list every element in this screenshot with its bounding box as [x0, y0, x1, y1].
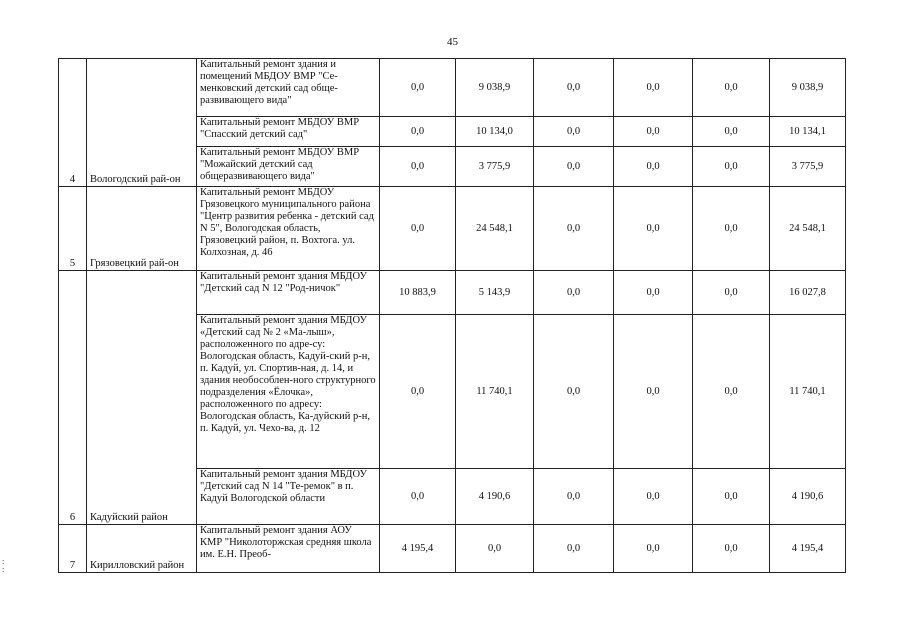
total-cell: 9 038,9 — [770, 59, 846, 117]
value-cell: 0,0 — [693, 147, 770, 187]
row-number: 7 — [59, 525, 87, 573]
value-cell: 0,0 — [534, 117, 614, 147]
total-cell: 3 775,9 — [770, 147, 846, 187]
table-row — [59, 187, 846, 271]
row-number: 6 — [59, 271, 87, 525]
total-cell: 4 195,4 — [770, 525, 846, 573]
value-cell: 0,0 — [693, 59, 770, 117]
value-cell: 0,0 — [534, 271, 614, 315]
value-cell: 0,0 — [614, 187, 693, 271]
value-cell: 0,0 — [614, 271, 693, 315]
value-cell: 5 143,9 — [456, 271, 534, 315]
scan-edge-marks: : : — [2, 557, 5, 574]
project-description: Капитальный ремонт здания МБДОУ «Детский сад № 2 «Ма-лыш», расположенного по адре-су: Вологодская область, Кадуй-ский р-н, п. Кадуй, ул. Спортив-ная, д. 14, и здания необособлен-ного структурного подразделения «Ёлочка», расположенного по адресу: Вологодская область, Ка-дуйский р-н, п. Кадуй, ул. Чехо-ва, д. 12 — [197, 315, 380, 469]
district-name: Вологодский рай-он — [87, 59, 197, 187]
table-row — [59, 271, 846, 315]
value-cell: 0,0 — [534, 525, 614, 573]
value-cell: 0,0 — [693, 315, 770, 469]
value-cell: 4 195,4 — [380, 525, 456, 573]
project-description: Капитальный ремонт здания АОУ КМР "Николоторжская средняя школа им. Е.Н. Преоб- — [197, 525, 380, 573]
value-cell: 0,0 — [614, 147, 693, 187]
district-name: Кирилловский район — [87, 525, 197, 573]
project-description: Капитальный ремонт здания и помещений МБДОУ ВМР "Се-менковский детский сад обще-развивающего вида" — [197, 59, 380, 117]
value-cell: 24 548,1 — [456, 187, 534, 271]
value-cell: 0,0 — [693, 469, 770, 525]
value-cell: 0,0 — [693, 117, 770, 147]
value-cell: 0,0 — [534, 187, 614, 271]
value-cell: 9 038,9 — [456, 59, 534, 117]
value-cell: 0,0 — [693, 525, 770, 573]
project-description: Капитальный ремонт МБДОУ Грязовецкого муниципального района "Центр развития ребенка - детский сад N 5", Вологодская область, Грязовецкий район, п. Вохтога. ул. Колхозная, д. 46 — [197, 187, 380, 271]
value-cell: 0,0 — [534, 59, 614, 117]
table-row — [59, 525, 846, 573]
value-cell: 0,0 — [380, 469, 456, 525]
row-number: 4 — [59, 59, 87, 187]
district-name: Грязовецкий рай-он — [87, 187, 197, 271]
value-cell: 0,0 — [380, 315, 456, 469]
value-cell: 0,0 — [614, 469, 693, 525]
value-cell: 0,0 — [534, 315, 614, 469]
value-cell: 0,0 — [614, 59, 693, 117]
value-cell: 11 740,1 — [456, 315, 534, 469]
total-cell: 10 134,1 — [770, 117, 846, 147]
value-cell: 0,0 — [380, 187, 456, 271]
value-cell: 0,0 — [693, 187, 770, 271]
total-cell: 16 027,8 — [770, 271, 846, 315]
value-cell: 4 190,6 — [456, 469, 534, 525]
project-description: Капитальный ремонт здания МБДОУ "Детский сад N 14 "Те-ремок" в п. Кадуй Вологодской области — [197, 469, 380, 525]
value-cell: 0,0 — [614, 315, 693, 469]
project-description: Капитальный ремонт МБДОУ ВМР "Спасский детский сад" — [197, 117, 380, 147]
page-number: 45 — [447, 36, 458, 48]
value-cell: 0,0 — [456, 525, 534, 573]
value-cell: 0,0 — [614, 525, 693, 573]
value-cell: 0,0 — [614, 117, 693, 147]
value-cell: 0,0 — [380, 117, 456, 147]
table-row — [59, 59, 846, 117]
total-cell: 4 190,6 — [770, 469, 846, 525]
value-cell: 10 883,9 — [380, 271, 456, 315]
total-cell: 11 740,1 — [770, 315, 846, 469]
value-cell: 0,0 — [380, 147, 456, 187]
funding-table — [58, 58, 846, 573]
value-cell: 0,0 — [380, 59, 456, 117]
value-cell: 3 775,9 — [456, 147, 534, 187]
value-cell: 10 134,0 — [456, 117, 534, 147]
row-number: 5 — [59, 187, 87, 271]
project-description: Капитальный ремонт МБДОУ ВМР "Можайский детский сад общеразвивающего вида" — [197, 147, 380, 187]
project-description: Капитальный ремонт здания МБДОУ "Детский сад N 12 "Род-ничок" — [197, 271, 380, 315]
value-cell: 0,0 — [534, 147, 614, 187]
value-cell: 0,0 — [693, 271, 770, 315]
district-name: Кадуйский район — [87, 271, 197, 525]
total-cell: 24 548,1 — [770, 187, 846, 271]
value-cell: 0,0 — [534, 469, 614, 525]
